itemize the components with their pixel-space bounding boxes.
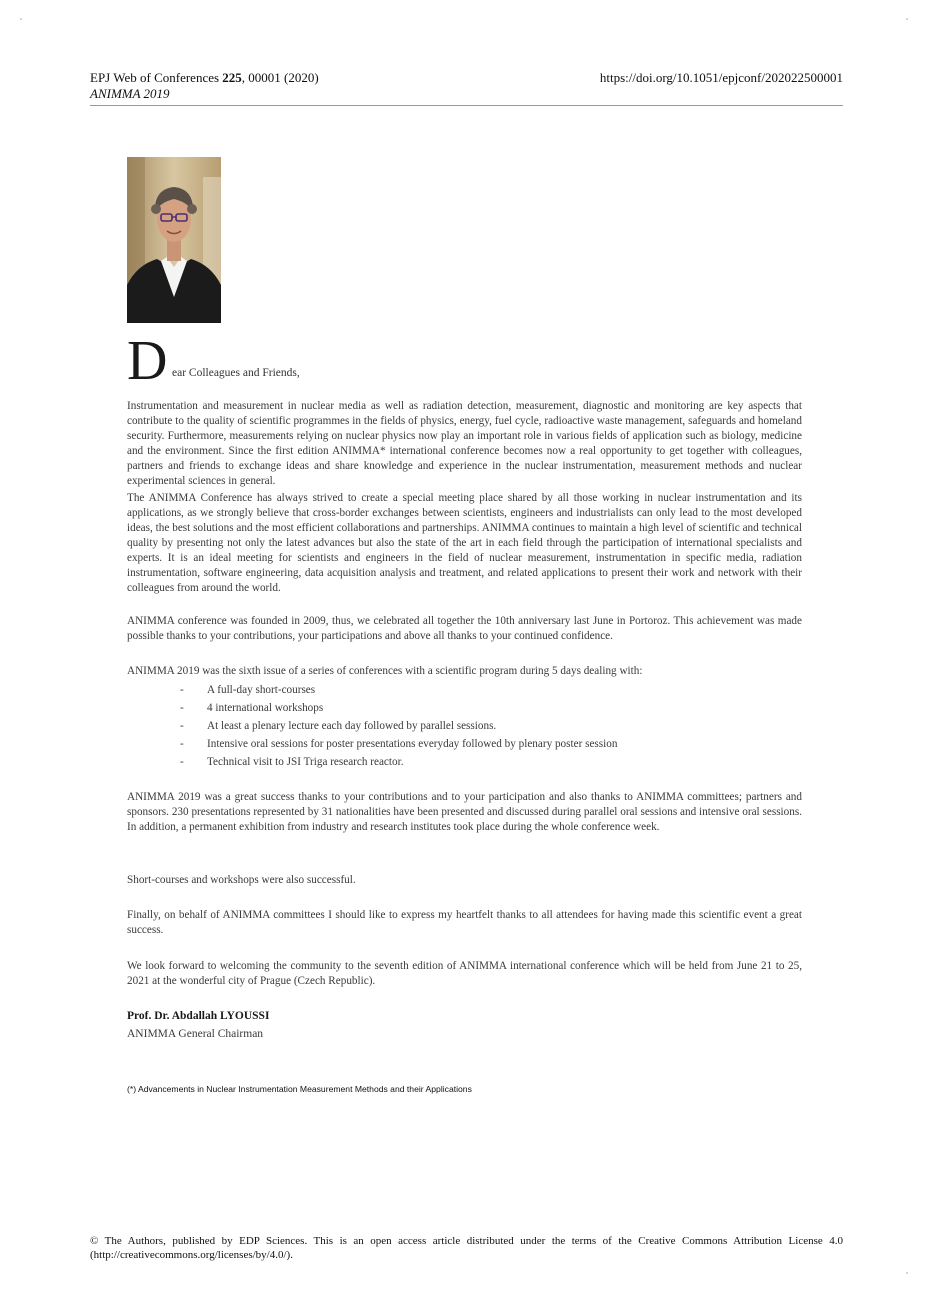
signature-title: ANIMMA General Chairman <box>127 1028 264 1040</box>
list-marker: - <box>180 738 184 750</box>
paragraph-program-intro: ANIMMA 2019 was the sixth issue of a series of conferences with a scientific program during 5 days dealing with: <box>127 665 643 677</box>
salutation-text: ear Colleagues and Friends, <box>172 367 300 379</box>
list-item: - 4 international workshops <box>180 702 324 714</box>
list-item: - Technical visit to JSI Triga research reactor. <box>180 756 404 768</box>
journal-citation <box>90 70 319 102</box>
paragraph-conference-purpose: The ANIMMA Conference has always strived to create a special meeting place shared by all those working in nuclear instrumentation and its applications, as we strongly believe that cross-border exchanges between scientists, engineers and industrialists can only lead to the most developed ideas, the best solutions and the most efficient collaborations and partnerships. ANIMMA continues to maintain a high level of scientific and technical quality by presenting not only the latest advances but also the state of the art in each field through the participation of international specialists and experts. It is an ideal meeting for scientists and engineers in the field of nuclear measurement, instrumentation in specific media, radiation instrumentation, software engineering, data acquisition analysis and treatment, and related applications to present their work and network with their colleagues from around the world. <box>127 492 802 594</box>
doi-link[interactable]: https://doi.org/10.1051/epjconf/202022500001 <box>599 70 843 85</box>
journal-volume: 225 <box>222 70 242 85</box>
footnote: (*) Advancements in Nuclear Instrumentation Measurement Methods and their Applications <box>127 1084 472 1094</box>
list-marker: - <box>180 684 184 696</box>
list-item: - A full-day short-courses <box>180 684 316 696</box>
paragraph-short-courses: Short-courses and workshops were also successful. <box>127 874 356 886</box>
paragraph-history: ANIMMA conference was founded in 2009, thus, we celebrated all together the 10th anniversary last June in Portoroz. This achievement was made possible thanks to your contributions, your participations and above all thanks to your continued confidence. <box>127 615 802 642</box>
crop-mark <box>906 1272 908 1274</box>
journal-name: EPJ Web of Conferences <box>90 70 220 85</box>
list-marker: - <box>180 720 184 732</box>
crop-mark <box>20 18 22 20</box>
drop-cap: D <box>127 330 168 392</box>
portrait-illustration <box>127 157 221 323</box>
article-number: , 00001 (2020) <box>241 70 319 85</box>
paragraph-intro: Instrumentation and measurement in nuclear media as well as radiation detection, measurement, diagnostic and monitoring are key aspects that contribute to the quality of scientific programmes in the fields of physics, energy, fuel cycle, radioactive waste management, safeguards and homeland security. Furthermore, measurements relying on nuclear physics now play an important role in various fields of application such as biology, medicine and the environment. Since the first edition ANIMMA* international conference becomes now a real opportunity to get together with colleagues, partners and friends to exchange ideas and share knowledge and experience in the nuclear instrumentation, measurement methods and nuclear experimental sciences in general. <box>127 400 802 487</box>
list-marker: - <box>180 702 184 714</box>
signature-name: Prof. Dr. Abdallah LYOUSSI <box>127 1010 270 1022</box>
conference-name: ANIMMA 2019 <box>90 86 170 101</box>
list-marker: - <box>180 756 184 768</box>
list-item: - At least a plenary lecture each day followed by parallel sessions. <box>180 720 497 732</box>
chairman-portrait-photo <box>127 157 221 323</box>
license-notice: © The Authors, published by EDP Sciences. This is an open access article distributed under the terms of the Creative Commons Attribution License 4.0 (http://creativecommons.org/licenses/by/4.0/). <box>90 1235 843 1261</box>
list-item: - Intensive oral sessions for poster presentations everyday followed by plenary poster session <box>180 738 618 750</box>
program-list <box>180 683 617 773</box>
paragraph-thanks: Finally, on behalf of ANIMMA committees I should like to express my heartfelt thanks to all attendees for having made this scientific event a great success. <box>127 909 802 936</box>
running-header <box>90 70 843 106</box>
paragraph-success: ANIMMA 2019 was a great success thanks to your contributions and to your participation and also thanks to ANIMMA committees; partners and sponsors. 230 presentations represented by 31 nationalities have been presented and discussed during parallel oral sessions and intensive oral sessions. In addition, a permanent exhibition from industry and research institutes took place during the whole conference week. <box>127 791 802 833</box>
crop-mark <box>906 18 908 20</box>
paragraph-next-edition: We look forward to welcoming the community to the seventh edition of ANIMMA international conference which will be held from June 21 to 25, 2021 at the wonderful city of Prague (Czech Republic). <box>127 960 802 987</box>
